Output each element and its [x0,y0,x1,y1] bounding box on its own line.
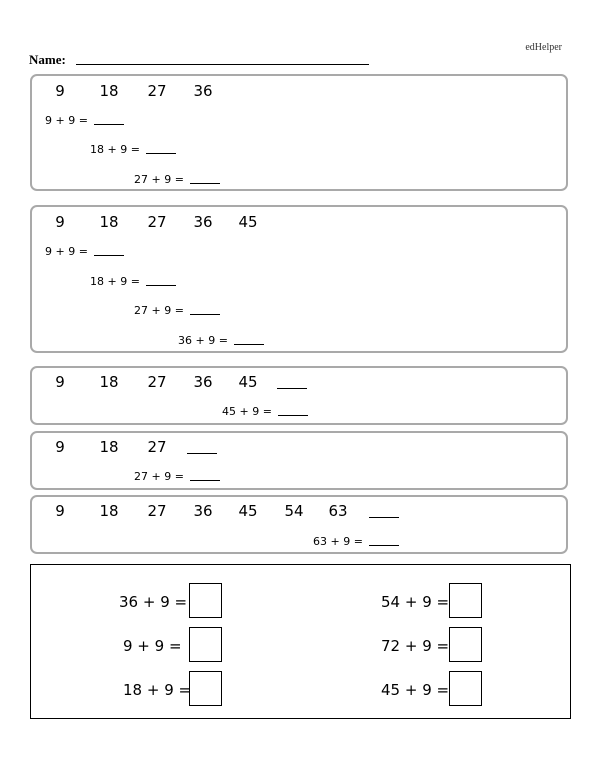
summary-equation-text: 9 + 9 = [123,637,182,655]
answer-box[interactable] [189,583,222,618]
summary-equation [119,593,187,611]
answer-blank[interactable] [94,255,124,256]
name-row [29,50,369,68]
sequence-number: 9 [55,502,65,520]
sequence-number: 18 [99,438,119,456]
equation-text: 63 + 9 = [313,535,363,548]
sequence-answer-blank[interactable] [369,517,399,518]
summary-box [30,564,571,719]
equation-row [134,304,220,317]
sequence-number: 36 [193,82,213,100]
equation-row [134,470,220,483]
equation-row [178,334,264,347]
equation-row [45,245,124,258]
answer-blank[interactable] [369,545,399,546]
sequence-number: 9 [55,438,65,456]
equation-text: 36 + 9 = [178,334,228,347]
sequence-number: 18 [99,82,119,100]
sequence-number: 27 [147,502,167,520]
sequence-panel-1 [30,74,568,191]
sequence-number: 63 [328,502,348,520]
sequence-number: 54 [284,502,304,520]
sequence-number: 45 [238,373,258,391]
sequence-number: 18 [99,502,119,520]
summary-equation [381,593,449,611]
summary-equation [381,637,449,655]
sequence-number: 27 [147,213,167,231]
equation-text: 9 + 9 = [45,114,88,127]
answer-box[interactable] [449,583,482,618]
summary-equation [381,681,449,699]
sequence-number: 18 [99,213,119,231]
answer-blank[interactable] [190,480,220,481]
equation-row [45,114,124,127]
answer-blank[interactable] [94,124,124,125]
answer-box[interactable] [189,627,222,662]
summary-equation-text: 45 + 9 = [381,681,450,699]
sequence-panel-5 [30,495,568,554]
equation-text: 27 + 9 = [134,304,184,317]
answer-box[interactable] [449,671,482,706]
equation-text: 27 + 9 = [134,470,184,483]
answer-blank[interactable] [146,285,176,286]
summary-equation [123,681,191,699]
answer-blank[interactable] [146,153,176,154]
sequence-number: 9 [55,213,65,231]
sequence-number: 45 [238,213,258,231]
name-label: Name: [29,52,66,67]
name-input-line[interactable] [76,64,369,65]
summary-equation-text: 54 + 9 = [381,593,450,611]
sequence-number: 9 [55,82,65,100]
equation-row [313,535,399,548]
answer-blank[interactable] [190,314,220,315]
sequence-number: 27 [147,373,167,391]
equation-text: 18 + 9 = [90,275,140,288]
sequence-number: 36 [193,502,213,520]
sequence-panel-2 [30,205,568,353]
summary-equation-text: 36 + 9 = [119,593,188,611]
answer-box[interactable] [449,627,482,662]
sequence-number: 18 [99,373,119,391]
answer-box[interactable] [189,671,222,706]
sequence-number: 27 [147,82,167,100]
sequence-answer-blank[interactable] [277,388,307,389]
equation-text: 18 + 9 = [90,143,140,156]
equation-text: 45 + 9 = [222,405,272,418]
equation-row [222,405,308,418]
summary-equation [123,637,182,655]
equation-row [134,173,220,186]
sequence-number: 9 [55,373,65,391]
answer-blank[interactable] [234,344,264,345]
sequence-answer-blank[interactable] [187,453,217,454]
equation-text: 9 + 9 = [45,245,88,258]
equation-row [90,143,176,156]
sequence-panel-3 [30,366,568,425]
sequence-number: 45 [238,502,258,520]
sequence-number: 36 [193,373,213,391]
answer-blank[interactable] [190,183,220,184]
sequence-number: 36 [193,213,213,231]
summary-equation-text: 72 + 9 = [381,637,450,655]
answer-blank[interactable] [278,415,308,416]
equation-text: 27 + 9 = [134,173,184,186]
sequence-number: 27 [147,438,167,456]
summary-equation-text: 18 + 9 = [123,681,192,699]
sequence-panel-4 [30,431,568,490]
equation-row [90,275,176,288]
brand-label: edHelper [525,42,562,53]
